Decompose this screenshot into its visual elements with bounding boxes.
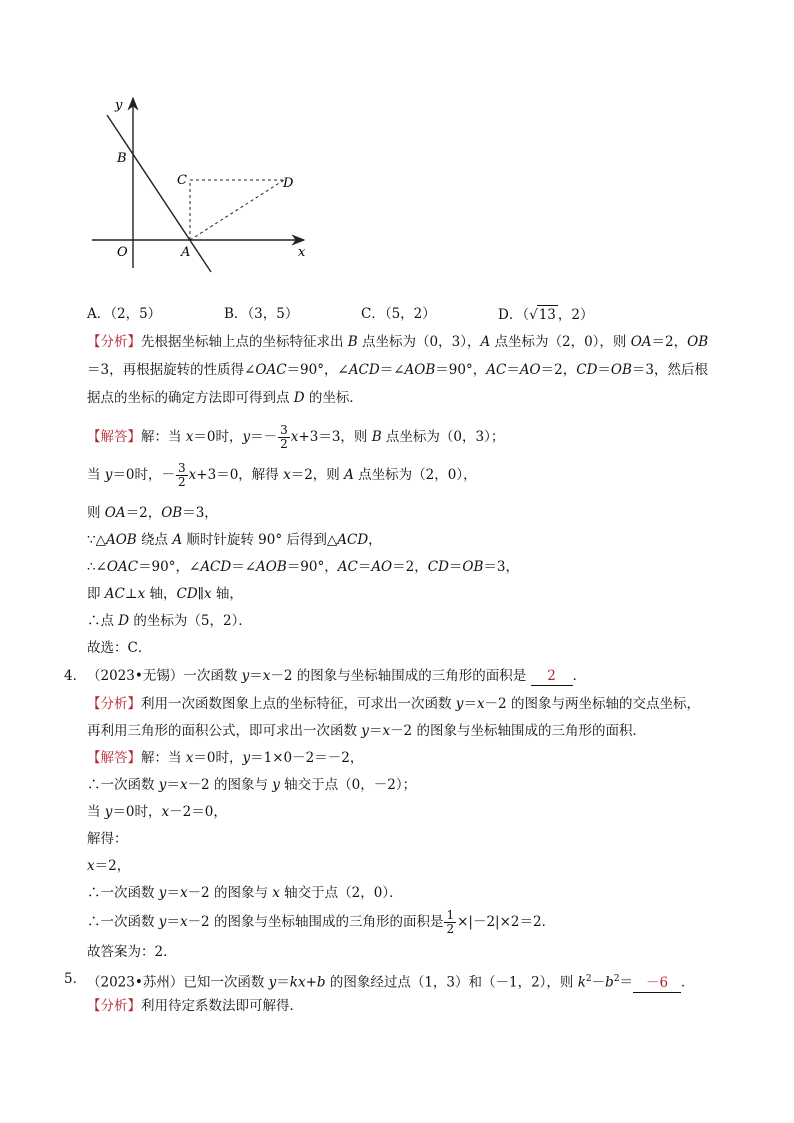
text: ＝ [597, 362, 611, 378]
denominator: 2 [178, 475, 186, 489]
text: + [305, 974, 317, 991]
text: 轴交于点（0，－2）； [279, 777, 417, 793]
var: x [283, 467, 291, 483]
numerator: 1 [446, 908, 455, 922]
text: 则 [87, 505, 105, 521]
q4-answer-line7 [87, 905, 555, 939]
option-d[interactable]: D．（√13 ，2） [498, 307, 594, 323]
var: A [480, 334, 491, 350]
q4-answer-line5 [87, 857, 130, 875]
text: ＝90°，∠ [138, 559, 201, 575]
var: OA [630, 334, 652, 350]
text: ＝ [249, 668, 263, 684]
q4-analysis-line1 [87, 695, 700, 713]
text: ＝ [368, 723, 383, 739]
var: OB [161, 505, 183, 521]
text: ＝90°， [286, 559, 338, 575]
text: －2 的图象与 [187, 777, 273, 793]
option-d-sqrt: 13 [538, 307, 556, 323]
var: b [316, 974, 326, 991]
text: 利用一次函数图象上点的坐标特征，可求出一次函数 [141, 696, 456, 712]
text: ＝90°， [435, 362, 487, 378]
point-b-label: B [117, 151, 127, 166]
text: ∵△ [87, 532, 106, 548]
text: 绕点 [136, 532, 173, 548]
axis-y-label: y [115, 98, 123, 113]
text: ＝ [166, 885, 180, 901]
q5-answer-blank: －6 [633, 974, 681, 993]
var: A [344, 467, 354, 483]
point-a-label: A [181, 245, 191, 260]
var: y [241, 668, 250, 684]
text: ＝3， [182, 505, 218, 521]
exponent: 2 [585, 974, 592, 984]
text: 轴， [145, 586, 177, 602]
text: +3＝0，解得 [196, 467, 284, 483]
text: 点坐标为（0，3）； [381, 429, 505, 445]
option-d-open: （ [522, 307, 530, 323]
q3-analysis-line3 [87, 389, 363, 407]
var: B [371, 429, 382, 445]
q3-answer-line1 [87, 420, 504, 454]
text: ⊥ [124, 586, 138, 602]
numerator: 3 [178, 461, 186, 475]
var: B [347, 334, 358, 350]
exponent: 2 [613, 974, 620, 984]
q4-analysis-line2 [87, 722, 646, 740]
axis-x-label: x [298, 245, 306, 260]
q5-stem [87, 970, 695, 993]
var: D [118, 613, 130, 629]
text: ∴一次函数 [87, 885, 159, 901]
text: ＝2， [651, 334, 688, 350]
text: ＝∠ [379, 362, 405, 378]
text: 故选：C． [87, 640, 152, 656]
option-a-label: A． [87, 306, 111, 322]
fraction [278, 424, 290, 451]
q4-number: 4． [64, 668, 87, 684]
text: ＝－ [250, 429, 278, 445]
text: 轴交于点（2，0）． [279, 885, 403, 901]
text: 的坐标为（5，2）． [129, 613, 252, 629]
var: y [104, 467, 113, 483]
text: ∴一次函数 [87, 914, 159, 930]
text: 当 [87, 467, 105, 483]
var: OB [462, 559, 484, 575]
var: OAC [106, 559, 139, 575]
var: y [158, 914, 167, 930]
text: 当 [87, 804, 105, 820]
text: +3＝3，则 [298, 429, 372, 445]
text: ＝2， [392, 559, 428, 575]
q4-answer-tag: 【解答】 [87, 750, 141, 766]
var: y [104, 804, 113, 820]
q3-answer-line3 [87, 504, 218, 522]
var: AOB [404, 362, 436, 378]
var: x [179, 914, 188, 930]
text: ＝ [276, 974, 290, 991]
text: ＝0时， [193, 429, 243, 445]
q4-answer-line6 [87, 884, 403, 902]
text: ＝ [166, 777, 180, 793]
q3-analysis-tag: 【分析】 [87, 334, 141, 350]
option-d-close: ，2） [557, 307, 594, 323]
var: y [242, 750, 251, 766]
var: OB [687, 334, 709, 350]
denominator: 2 [280, 437, 288, 451]
var: x [188, 467, 197, 483]
var: AC [104, 586, 125, 602]
text: ＝ [506, 362, 520, 378]
text: 解：当 [141, 750, 186, 766]
text: 点坐标为（2，0）， [353, 467, 477, 483]
var: x [185, 750, 194, 766]
q4-answer-line8 [87, 943, 177, 961]
option-c-label: C． [361, 306, 385, 322]
text: ＝ [166, 914, 180, 930]
text: ＝ [619, 974, 634, 991]
text: ＝ [357, 559, 372, 575]
q4-answer-line4 [87, 830, 128, 848]
text: ＝3， [483, 559, 519, 575]
var: AC [486, 362, 507, 378]
var: y [158, 885, 167, 901]
text: ＝3，再根据旋转的性质得∠ [87, 362, 256, 378]
var: b [605, 974, 614, 991]
var: AOB [256, 559, 287, 575]
var: x [179, 777, 188, 793]
segment-ad [190, 180, 284, 240]
text: －2 的图象与坐标轴围成的三角形的面积． [390, 723, 646, 739]
var: k [577, 974, 586, 991]
text: －2＝0， [169, 804, 227, 820]
var: OAC [255, 362, 287, 378]
option-c[interactable] [361, 305, 436, 323]
var: y [268, 974, 277, 991]
text: ×|－2|×2＝2． [457, 914, 556, 930]
var: x [203, 586, 212, 602]
text: 先根据坐标轴上点的坐标特征求出 [141, 334, 348, 350]
text: ＝ [448, 559, 463, 575]
q3-analysis-line2 [87, 361, 708, 379]
var: x [262, 668, 271, 684]
option-c-value: （5，2） [384, 306, 436, 322]
var: x [476, 696, 485, 712]
var: AO [371, 559, 393, 575]
q3-answer-line7 [87, 612, 252, 630]
text: ∴点 [87, 613, 119, 629]
var: x [161, 804, 170, 820]
var: ACD [200, 559, 232, 575]
text: －2 的图象与 [187, 885, 273, 901]
text: －2 的图象与坐标轴围成的三角形的面积是 [187, 914, 444, 930]
var: x [382, 723, 391, 739]
point-o-label: O [117, 245, 128, 260]
q3-answer-line2 [87, 458, 477, 492]
text: －2 的图象与坐标轴围成的三角形的面积是 [270, 668, 527, 684]
var: ACD [348, 362, 380, 378]
text: 轴， [211, 586, 243, 602]
var: kx [289, 974, 306, 991]
var: x [137, 586, 146, 602]
q4-stem [87, 667, 586, 686]
numerator: 3 [280, 423, 288, 437]
text: 的坐标． [304, 390, 363, 406]
var: D [293, 390, 305, 406]
var: CD [576, 362, 598, 378]
var: OA [104, 505, 126, 521]
var: AC [337, 559, 358, 575]
text: ＝2， [125, 505, 162, 521]
var: y [455, 696, 464, 712]
point-d-label: D [283, 176, 294, 191]
text: ∥ [197, 586, 204, 602]
text: （2023•无锡）一次函数 [87, 668, 242, 684]
text: 利用待定系数法即可解得． [141, 998, 303, 1014]
text: ． [572, 668, 587, 684]
text: 据点的坐标的确定方法即可得到点 [87, 390, 294, 406]
var: OB [610, 362, 632, 378]
q3-answer-line4 [87, 531, 382, 549]
text: ＝90°，∠ [286, 362, 349, 378]
var: x [272, 885, 280, 901]
text: 解得： [87, 831, 128, 847]
q4-answer-line2 [87, 776, 416, 794]
text: ＝0时， [193, 750, 243, 766]
text: ． [681, 974, 695, 991]
var: y [361, 723, 369, 739]
text: ∴一次函数 [87, 777, 159, 793]
var: A [172, 532, 183, 548]
var: AOB [105, 532, 137, 548]
option-b-label: B． [224, 306, 248, 322]
denominator: 2 [446, 922, 455, 936]
q3-analysis-line1 [87, 333, 708, 351]
text: 顺时针旋转 90° 后得到△ [182, 532, 338, 548]
text: ＝1×0－2＝－2， [250, 750, 364, 766]
var: y [272, 777, 280, 793]
text: 解：当 [141, 429, 186, 445]
q4-answer-blank: 2 [531, 667, 573, 686]
q3-answer-line6 [87, 585, 243, 603]
text: －2 的图象与两坐标轴的交点坐标， [484, 696, 700, 712]
text: 即 [87, 586, 105, 602]
var: ACD [337, 532, 369, 548]
option-b-value: （3，5） [247, 306, 299, 322]
text: 点坐标为（0，3）， [357, 334, 481, 350]
point-c-label: C [177, 173, 187, 188]
text: 的图象经过点（1，3）和（－1，2），则 [325, 974, 578, 991]
q4-analysis-tag: 【分析】 [87, 696, 141, 712]
coordinate-figure [0, 0, 794, 300]
fraction [444, 909, 456, 936]
q5-analysis-tag: 【分析】 [87, 998, 141, 1014]
text: ＝2， [540, 362, 577, 378]
var: x [87, 858, 95, 874]
q5-number: 5． [64, 971, 87, 987]
q5-analysis-line1 [87, 997, 303, 1015]
var: CD [427, 559, 449, 575]
text: ＝ [463, 696, 477, 712]
text: ＝3，然后根 [631, 362, 708, 378]
text: ， [368, 532, 382, 548]
option-a[interactable] [87, 305, 161, 323]
text: ＝∠ [231, 559, 257, 575]
text: ＝2，则 [290, 467, 345, 483]
option-b[interactable] [224, 305, 298, 323]
fraction [176, 462, 188, 489]
q4-answer-line3 [87, 803, 227, 821]
var: x [179, 885, 188, 901]
text: （2023•苏州）已知一次函数 [87, 974, 269, 991]
var: x [290, 429, 299, 445]
var: CD [176, 586, 198, 602]
var: AO [519, 362, 541, 378]
q3-answer-line5 [87, 558, 519, 576]
text: 再利用三角形的面积公式，即可求出一次函数 [87, 723, 362, 739]
q4-answer-line1 [87, 749, 363, 767]
text: 故答案为：2． [87, 944, 177, 960]
q3-answer-tag: 【解答】 [87, 429, 141, 445]
var: y [242, 429, 251, 445]
text: ∴∠ [87, 559, 107, 575]
text: ＝2， [94, 858, 131, 874]
var: y [158, 777, 167, 793]
var: x [185, 429, 194, 445]
option-d-label: D． [498, 307, 523, 323]
option-a-value: （2，5） [110, 306, 162, 322]
text: ＝0时， [112, 804, 162, 820]
text: － [591, 974, 606, 991]
text: ＝0时，－ [112, 467, 176, 483]
text: 点坐标为（2，0），则 [490, 334, 631, 350]
q3-answer-line8 [87, 639, 151, 657]
